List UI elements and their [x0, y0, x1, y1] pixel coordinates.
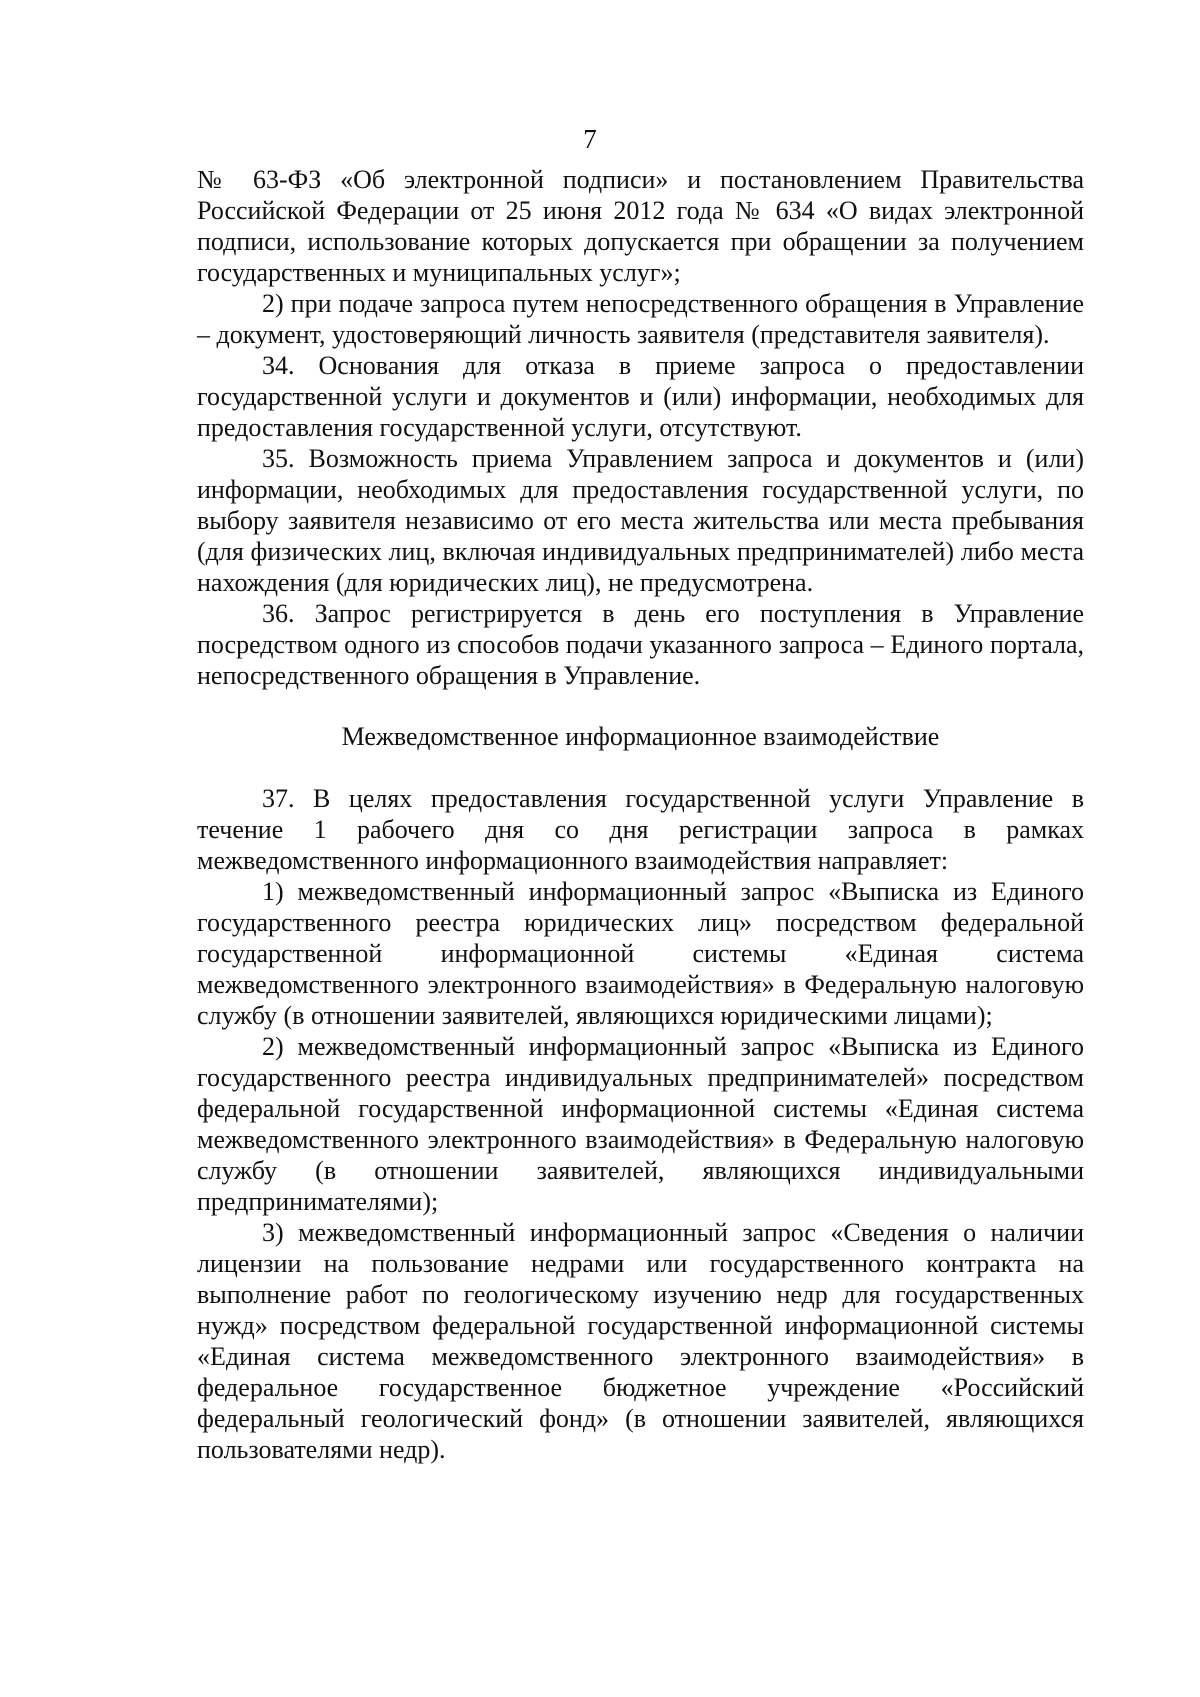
document-body: [197, 164, 1084, 1465]
paragraph-continuation: № 63-ФЗ «Об электронной подписи» и постановлением Правительства Российской Федерации от 25 июня 2012 года № 634 «О видах электронной подписи, использование которых допускается при обращении за получением государственных и муниципальных услуг»;: [197, 165, 1084, 287]
paragraph-36: 36. Запрос регистрируется в день его поступления в Управление посредством одного из способов подачи указанного запроса – Единого портала, непосредственного обращения в Управление.: [197, 599, 1084, 690]
paragraph-item-2: 2) при подаче запроса путем непосредственного обращения в Управление – документ, удостоверяющий личность заявителя (представителя заявителя).: [197, 289, 1084, 349]
page-number: 7: [583, 124, 597, 154]
paragraph-34: 34. Основания для отказа в приеме запроса о предоставлении государственной услуги и документов и (или) информации, необходимых для предоставления государственной услуги, отсутствуют.: [197, 351, 1084, 442]
section-heading: Межведомственное информационное взаимодействие: [341, 722, 940, 751]
paragraph-37-item-2: 2) межведомственный информационный запрос «Выписка из Единого государственного реестра индивидуальных предпринимателей» посредством федеральной государственной информационной системы «Единая система межведомственного электронного взаимодействия» в Федеральную налоговую службу (в отношении заявителей, являющихся индивидуальными предпринимателями);: [197, 1032, 1084, 1216]
paragraph-35: 35. Возможность приема Управлением запроса и документов и (или) информации, необходимых для предоставления государственной услуги, по выбору заявителя независимо от его места жительства или места пребывания (для физических лиц, включая индивидуальных предпринимателей) либо места нахождения (для юридических лиц), не предусмотрена.: [197, 444, 1084, 597]
paragraph-37-item-1: 1) межведомственный информационный запрос «Выписка из Единого государственного реестра юридических лиц» посредством федеральной государственной информационной системы «Единая система межведомственного электронного взаимодействия» в Федеральную налоговую службу (в отношении заявителей, являющихся юридическими лицами);: [197, 877, 1084, 1030]
paragraph-37-item-3: 3) межведомственный информационный запрос «Сведения о наличии лицензии на пользование недрами или государственного контракта на выполнение работ по геологическому изучению недр для государственных нужд» посредством федеральной государственной информационной системы «Единая система межведомственного электронного взаимодействия» в федеральное государственное бюджетное учреждение «Российский федеральный геологический фонд» (в отношении заявителей, являющихся пользователями недр).: [197, 1218, 1084, 1464]
paragraph-37: 37. В целях предоставления государственной услуги Управление в течение 1 рабочего дня со дня регистрации запроса в рамках межведомственного информационного взаимодействия направляет:: [197, 784, 1084, 875]
